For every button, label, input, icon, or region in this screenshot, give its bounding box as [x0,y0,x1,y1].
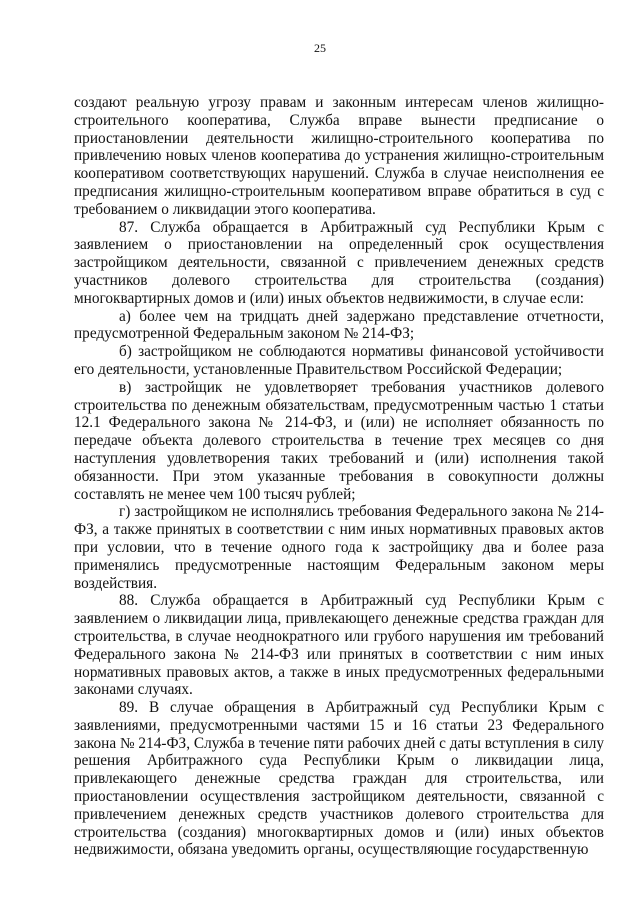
paragraph-87-b: б) застройщиком не соблюдаются нормативы финансовой устойчивости его деятельности, установленные Правительством Российской Федерации; [74,343,604,378]
document-body [74,94,604,859]
paragraph-87-a: а) более чем на тридцать дней задержано представление отчетности, предусмотренной Федеральным законом № 214-ФЗ; [74,307,604,343]
paragraph-87-v: в) застройщик не удовлетворяет требования участников долевого строительства по денежным обязательствам, предусмотренным частью 1 статьи 12.1 Федерального закона № 214-ФЗ, и (или) не исполняет обязанность по передаче объекта долевого строительства в течение трех месяцев со дня наступления удовлетворения таких требований и (или) исполнения такой обязанности. При этом указанные требования в совокупности должны составлять не менее чем 100 тысяч рублей; [74,378,604,503]
paragraph-89: 89. В случае обращения в Арбитражный суд Республики Крым с заявлениями, предусмотренными частями 15 и 16 статьи 23 Федерального закона № 214-ФЗ, Служба в течение пяти рабочих дней с даты вступления в силу решения Арбитражного суда Республики Крым о ликвидации лица, привлекающего денежные средства граждан для строительства, или приостановлении осуществления застройщиком деятельности, связанной с привлечением денежных средств участников долевого строительства для строительства (создания) многоквартирных домов и (или) иных объектов недвижимости, обязана уведомить органы, осуществляющие государственную [74,699,604,859]
page-number: 25 [314,41,326,55]
paragraph-87: 87. Служба обращается в Арбитражный суд Республики Крым с заявлением о приостановлении на определенный срок осуществления застройщиком деятельности, связанной с привлечением денежных средств участников долевого строительства для строительства (создания) многоквартирных домов и (или) иных объектов недвижимости, в случае если: [74,218,604,307]
paragraph-87-g: г) застройщиком не исполнялись требования Федерального закона № 214-ФЗ, а также принятых в соответствии с ним иных нормативных правовых актов при условии, что в течение одного года к застройщику два и более раза применялись предусмотренные настоящим Федеральным законом меры воздействия. [74,503,604,592]
paragraph-continuation: создают реальную угрозу правам и законным интересам членов жилищно-строительного кооператива, Служба вправе вынести предписание о приостановлении деятельности жилищно-строительного кооператива по привлечению новых членов кооператива до устранения жилищно-строительным кооперативом соответствующих нарушений. Служба в случае неисполнения ее предписания жилищно-строительным кооперативом вправе обратиться в суд с требованием о ликвидации этого кооператива. [74,94,604,218]
paragraph-88: 88. Служба обращается в Арбитражный суд Республики Крым с заявлением о ликвидации лица, привлекающего денежные средства граждан для строительства, в случае неоднократного или грубого нарушения им требований Федерального закона № 214-ФЗ или принятых в соответствии с ним иных нормативных правовых актов, а также в иных предусмотренных федеральными законами случаях. [74,592,604,699]
